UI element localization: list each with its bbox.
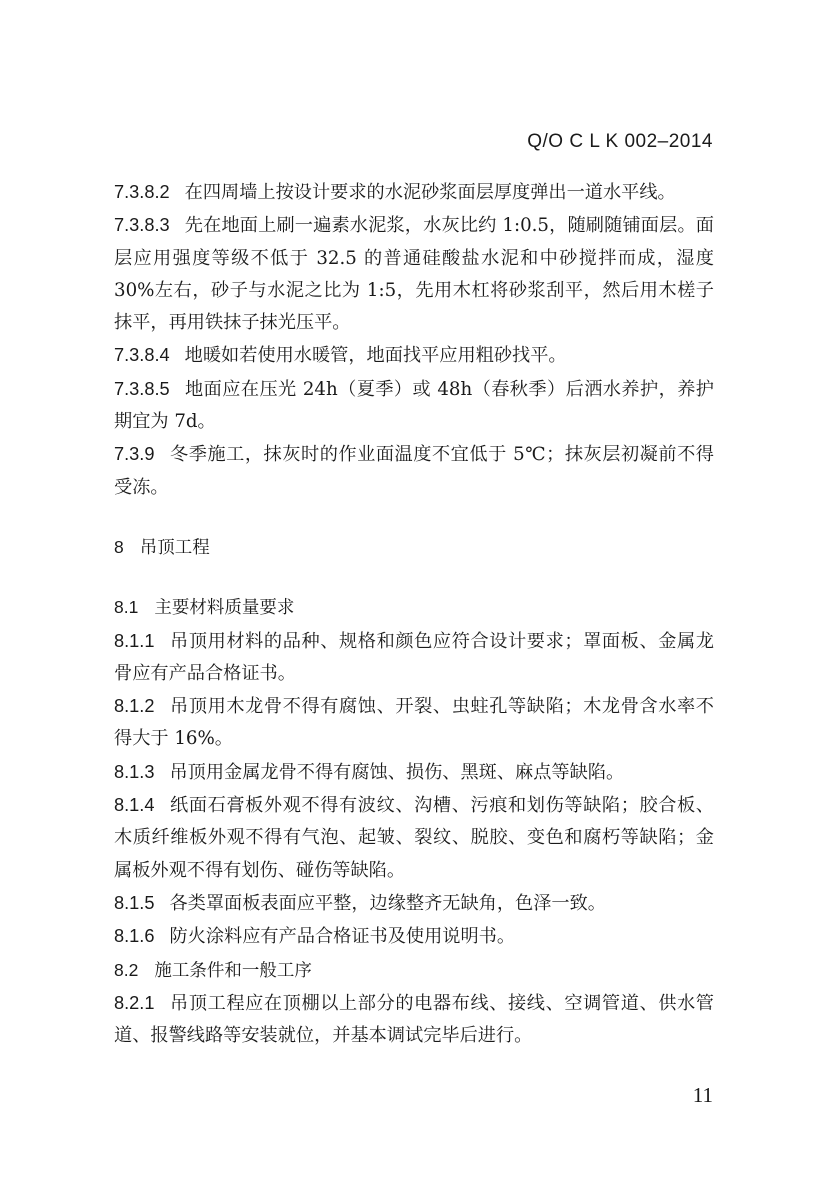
clause-text: 各类罩面板表面应平整，边缘整齐无缺角，色泽一致。 — [169, 892, 606, 914]
clause-number: 8.2.1 — [114, 992, 155, 1013]
subsection-title: 施工条件和一般工序 — [154, 960, 312, 981]
subsection-heading — [114, 954, 714, 987]
clause-number: 8.1.6 — [114, 926, 155, 947]
clause-text: 吊顶用材料的品种、规格和颜色应符合设计要求；罩面板、金属龙骨应有产品合格证书。 — [114, 630, 714, 684]
clause-number: 7.3.8.3 — [114, 215, 170, 236]
clause-number: 7.3.8.5 — [114, 378, 170, 399]
clause-paragraph — [114, 756, 714, 789]
clause-text: 吊顶用金属龙骨不得有腐蚀、损伤、黑斑、麻点等缺陷。 — [169, 761, 625, 783]
subsection-number: 8.1 — [114, 597, 139, 618]
clause-text: 吊顶工程应在顶棚以上部分的电器布线、接线、空调管道、供水管道、报警线路等安装就位，并基本调试完毕后进行。 — [114, 992, 714, 1047]
clause-text: 先在地面上刷一遍素水泥浆，水灰比约 1:0.5，随刷随铺面层。面层应用强度等级不低于 32.5 的普通硅酸盐水泥和中砂搅拌而成，湿度 30%左右，砂子与水泥之比为 1:5，先用木杠将砂浆刮平，然后用木槎子抹平，再用铁抹子抹光压平。 — [114, 215, 714, 334]
clause-text: 吊顶用木龙骨不得有腐蚀、开裂、虫蛀孔等缺陷；木龙骨含水率不得大于 16%。 — [114, 696, 714, 750]
clause-paragraph — [114, 789, 714, 887]
clause-text: 在四周墙上按设计要求的水泥砂浆面层厚度弹出一道水平线。 — [184, 182, 676, 203]
clause-paragraph — [114, 373, 714, 439]
section-number: 8 — [114, 536, 124, 557]
clause-number: 7.3.8.2 — [114, 182, 170, 202]
clause-paragraph — [114, 339, 714, 372]
clause-number: 8.1.4 — [114, 795, 155, 816]
clause-number: 8.1.2 — [114, 696, 155, 717]
page-number: 11 — [692, 1083, 713, 1107]
clause-number: 8.1.3 — [114, 761, 155, 782]
clause-number: 8.1.1 — [114, 630, 155, 651]
clause-text: 冬季施工，抹灰时的作业面温度不宜低于 5℃；抹灰层初凝前不得受冻。 — [114, 444, 714, 498]
clause-text: 防火涂料应有产品合格证书及使用说明书。 — [169, 926, 516, 948]
subsection-number: 8.2 — [114, 959, 139, 980]
subsection-heading — [114, 591, 714, 624]
clause-number: 7.3.9 — [114, 444, 155, 465]
clause-text: 地暖如若使用水暖管，地面找平应用粗砂找平。 — [184, 345, 567, 367]
clause-paragraph — [114, 690, 714, 756]
clause-text: 纸面石膏板外观不得有波纹、沟槽、污痕和划伤等缺陷；胶合板、木质纤维板外观不得有气泡、起皱、裂纹、脱胶、变色和腐朽等缺陷；金属板外观不得有划伤、碰伤等缺陷。 — [114, 795, 714, 881]
clause-paragraph — [114, 438, 714, 504]
clause-paragraph — [114, 209, 714, 339]
clause-number: 7.3.8.4 — [114, 345, 170, 366]
subsection-title: 主要材料质量要求 — [154, 598, 295, 619]
clause-paragraph — [114, 625, 714, 691]
page-body — [114, 176, 714, 1052]
document-code-header: Q/O C L K 002–2014 — [527, 131, 713, 152]
clause-paragraph — [114, 887, 714, 920]
section-title: 吊顶工程 — [139, 537, 210, 558]
clause-paragraph — [114, 987, 714, 1053]
clause-paragraph — [114, 920, 714, 953]
section-heading — [114, 531, 714, 564]
clause-number: 8.1.5 — [114, 892, 155, 913]
clause-paragraph — [114, 176, 714, 209]
clause-text: 地面应在压光 24h（夏季）或 48h（春秋季）后洒水养护，养护期宜为 7d。 — [114, 378, 714, 433]
